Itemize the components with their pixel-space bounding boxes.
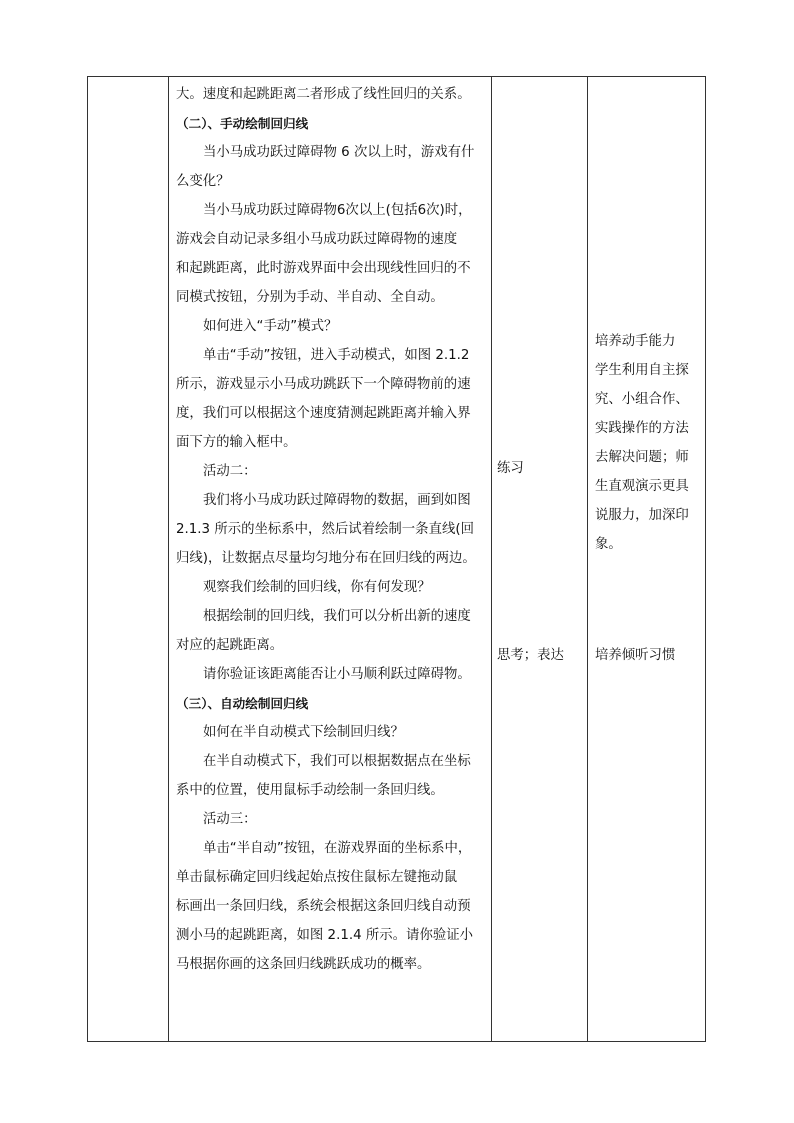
content-column bbox=[176, 80, 486, 979]
text-line: 游戏会自动记录多组小马成功跃过障碍物的速度 bbox=[176, 232, 458, 247]
activity-think: 思考；表达 bbox=[497, 648, 564, 663]
text-line: 观察我们绘制的回归线，你有何发现？ bbox=[203, 580, 431, 595]
goal-line: 实践操作的方法 bbox=[595, 421, 689, 436]
text-line: 对应的起跳距离。 bbox=[176, 638, 284, 653]
text-line: 请你验证该距离能否让小马顺利跃过障碍物。 bbox=[203, 667, 471, 682]
column-divider bbox=[587, 77, 588, 1041]
column-divider bbox=[168, 77, 169, 1041]
text-line: 马根据你画的这条回归线跳跃成功的概率。 bbox=[176, 957, 431, 972]
lesson-table bbox=[87, 76, 706, 1042]
text-line: 在半自动模式下，我们可以根据数据点在坐标 bbox=[203, 754, 471, 769]
text-line: 度，我们可以根据这个速度猜测起跳距离并输入界 bbox=[176, 406, 471, 421]
text-line: 活动三： bbox=[203, 812, 257, 827]
text-line: 归线)，让数据点尽量均匀地分布在回归线的两边。 bbox=[176, 551, 476, 566]
text-line: 2.1.3 所示的坐标系中，然后试着绘制一条直线(回 bbox=[176, 522, 474, 537]
goal-block bbox=[595, 327, 689, 559]
text-line: 活动二： bbox=[203, 464, 257, 479]
text-line: 如何在半自动模式下绘制回归线？ bbox=[203, 725, 404, 740]
text-line: 单击“手动”按钮，进入手动模式，如图 2.1.2 bbox=[203, 348, 470, 363]
text-line: 单击“半自动”按钮，在游戏界面的坐标系中， bbox=[203, 841, 472, 856]
goal-listening: 培养倾听习惯 bbox=[595, 648, 676, 663]
text-line: 根据绘制的回归线，我们可以分析出新的速度 bbox=[203, 609, 471, 624]
goal-line: 究、小组合作、 bbox=[595, 392, 689, 407]
text-line: 所示，游戏显示小马成功跳跃下一个障碍物前的速 bbox=[176, 377, 471, 392]
goal-line: 去解决问题；师 bbox=[595, 450, 689, 465]
goal-line: 说服力，加深印 bbox=[595, 508, 689, 523]
text-line: 面下方的输入框中。 bbox=[176, 435, 297, 450]
text-line: 同模式按钮，分别为手动、半自动、全自动。 bbox=[176, 290, 444, 305]
text-line: 单击鼠标确定回归线起始点按住鼠标左键拖动鼠 bbox=[176, 870, 458, 885]
text-line: 大。速度和起跳距离二者形成了线性回归的关系。 bbox=[176, 87, 471, 102]
goal-line: 培养动手能力 bbox=[595, 334, 676, 349]
text-line: 我们将小马成功跃过障碍物的数据，画到如图 bbox=[203, 493, 471, 508]
section-heading: （二）、手动绘制回归线 bbox=[176, 116, 309, 131]
text-line: 如何进入“手动”模式？ bbox=[203, 319, 338, 334]
text-line: 测小马的起跳距离，如图 2.1.4 所示。请你验证小 bbox=[176, 928, 474, 943]
goal-line: 生直观演示更具 bbox=[595, 479, 689, 494]
text-line: 标画出一条回归线，系统会根据这条回归线自动预 bbox=[176, 899, 471, 914]
goal-line: 学生利用自主探 bbox=[595, 363, 689, 378]
text-line: 当小马成功跃过障碍物6次以上(包括6次)时， bbox=[203, 203, 472, 218]
section-heading: （三）、自动绘制回归线 bbox=[176, 696, 309, 711]
text-line: 当小马成功跃过障碍物 6 次以上时，游戏有什 bbox=[203, 145, 475, 160]
text-line: 系中的位置，使用鼠标手动绘制一条回归线。 bbox=[176, 783, 444, 798]
text-line: 和起跳距离，此时游戏界面中会出现线性回归的不 bbox=[176, 261, 471, 276]
text-line: 么变化？ bbox=[176, 174, 230, 189]
column-divider bbox=[491, 77, 492, 1041]
goal-line: 象。 bbox=[595, 537, 622, 552]
activity-practice: 练习 bbox=[497, 461, 524, 476]
